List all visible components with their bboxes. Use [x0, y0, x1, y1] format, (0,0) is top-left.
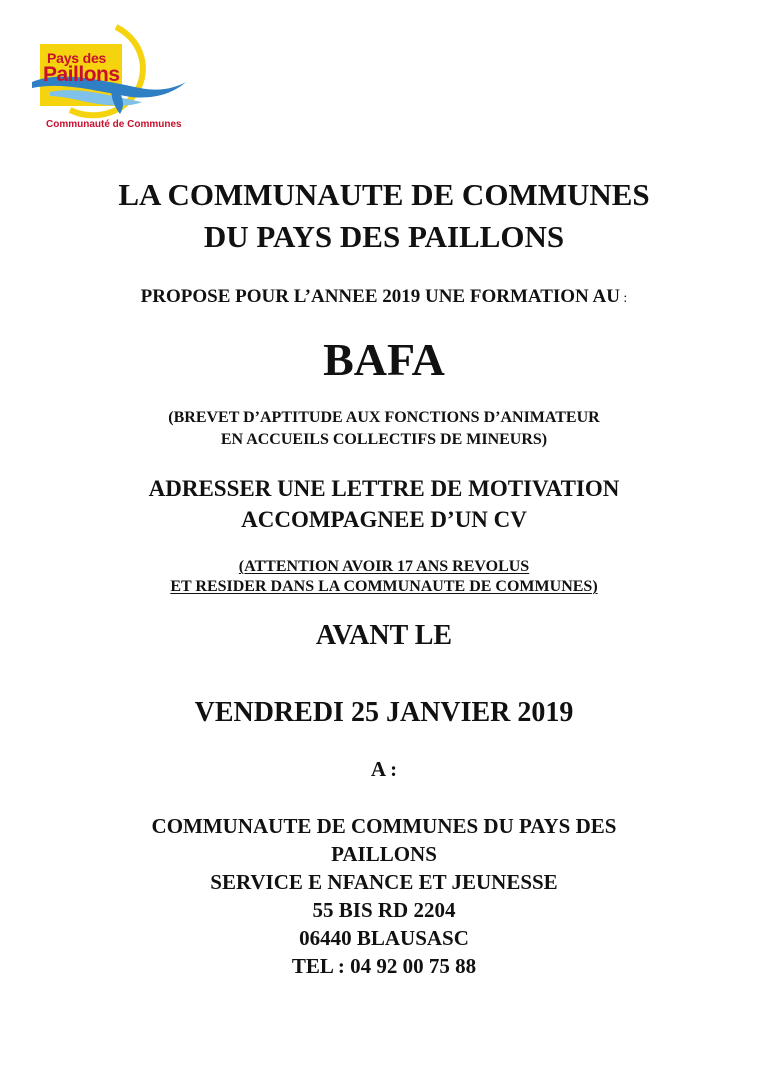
propose-text: PROPOSE POUR L’ANNEE 2019 UNE FORMATION AU [140, 286, 620, 307]
logo-line1: Pays des [47, 50, 107, 66]
attention-line1 [0, 558, 768, 576]
propose-line [0, 286, 768, 308]
propose-colon: : [619, 291, 628, 306]
address-line3: SERVICE E NFANCE ET JEUNESSE [210, 870, 558, 894]
address-line1: COMMUNAUTE DE COMMUNES DU PAYS DES [151, 814, 617, 838]
heading-line1: LA COMMUNAUTE DE COMMUNES [118, 177, 650, 212]
attention-text1: (ATTENTION AVOIR 17 ANS REVOLUS [238, 558, 530, 575]
deadline-label: AVANT LE [315, 620, 453, 651]
address-line2: PAILLONS [331, 842, 437, 866]
logo-subtitle: Communauté de Communes [46, 119, 182, 130]
logo-line2: Paillons [43, 63, 120, 86]
bafa-definition-line2: EN ACCUEILS COLLECTIFS DE MINEURS) [220, 431, 548, 448]
bafa-title: BAFA [323, 334, 445, 385]
instruction-line1: ADRESSER UNE LETTRE DE MOTIVATION [148, 476, 620, 501]
deadline-to: A : [370, 757, 398, 781]
address-phone: TEL : 04 92 00 75 88 [291, 954, 477, 978]
deadline-date: VENDREDI 25 JANVIER 2019 [194, 697, 574, 728]
bafa-definition-line1: (BREVET D’APTITUDE AUX FONCTIONS D’ANIMATEUR [168, 409, 600, 426]
attention-line2 [0, 578, 768, 596]
address-line5: 06440 BLAUSASC [299, 926, 469, 950]
address-line4: 55 BIS RD 2204 [312, 898, 456, 922]
instruction-line2: ACCOMPAGNEE D’UN CV [241, 507, 527, 532]
attention-text2: ET RESIDER DANS LA COMMUNAUTE DE COMMUNES) [170, 578, 598, 595]
pays-des-paillons-logo [30, 22, 190, 134]
heading-line2: DU PAYS DES PAILLONS [203, 219, 565, 254]
